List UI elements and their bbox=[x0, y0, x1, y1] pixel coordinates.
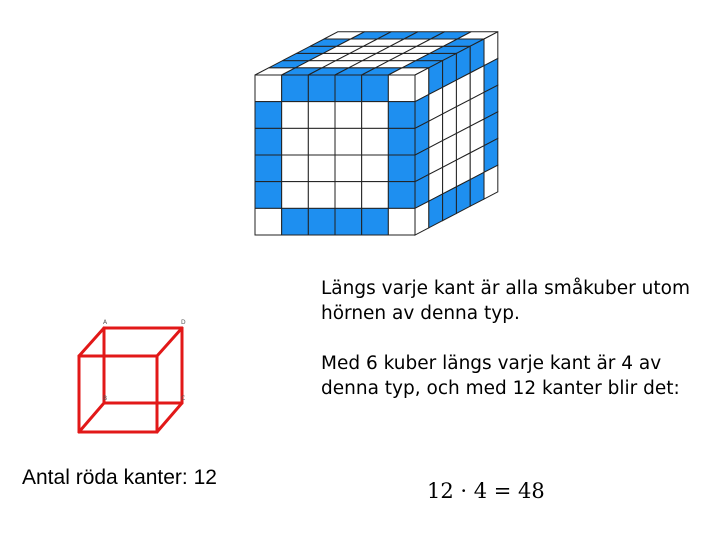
explanation-text bbox=[321, 276, 701, 401]
explanation-paragraph-1: Längs varje kant är alla småkuber utom hörnen av denna typ. bbox=[321, 278, 690, 324]
explanation-paragraph-2: Med 6 kuber längs varje kant är 4 av denna typ, och med 12 kanter blir det: bbox=[321, 353, 680, 399]
red-cube-edge bbox=[157, 328, 182, 356]
red-cube-vertex-label: B bbox=[103, 395, 108, 402]
red-cube-vertex-label: A bbox=[103, 319, 108, 326]
red-cube-edge bbox=[79, 328, 104, 356]
red-cube-edge bbox=[79, 403, 104, 432]
red-cube-vertex-label: C bbox=[181, 395, 186, 402]
formula: 12 · 4 = 48 bbox=[427, 479, 545, 503]
red-cube-edge bbox=[157, 403, 182, 432]
red-cube-vertex-label: D bbox=[181, 319, 186, 326]
red-edges-caption: Antal röda kanter: 12 bbox=[22, 466, 217, 489]
